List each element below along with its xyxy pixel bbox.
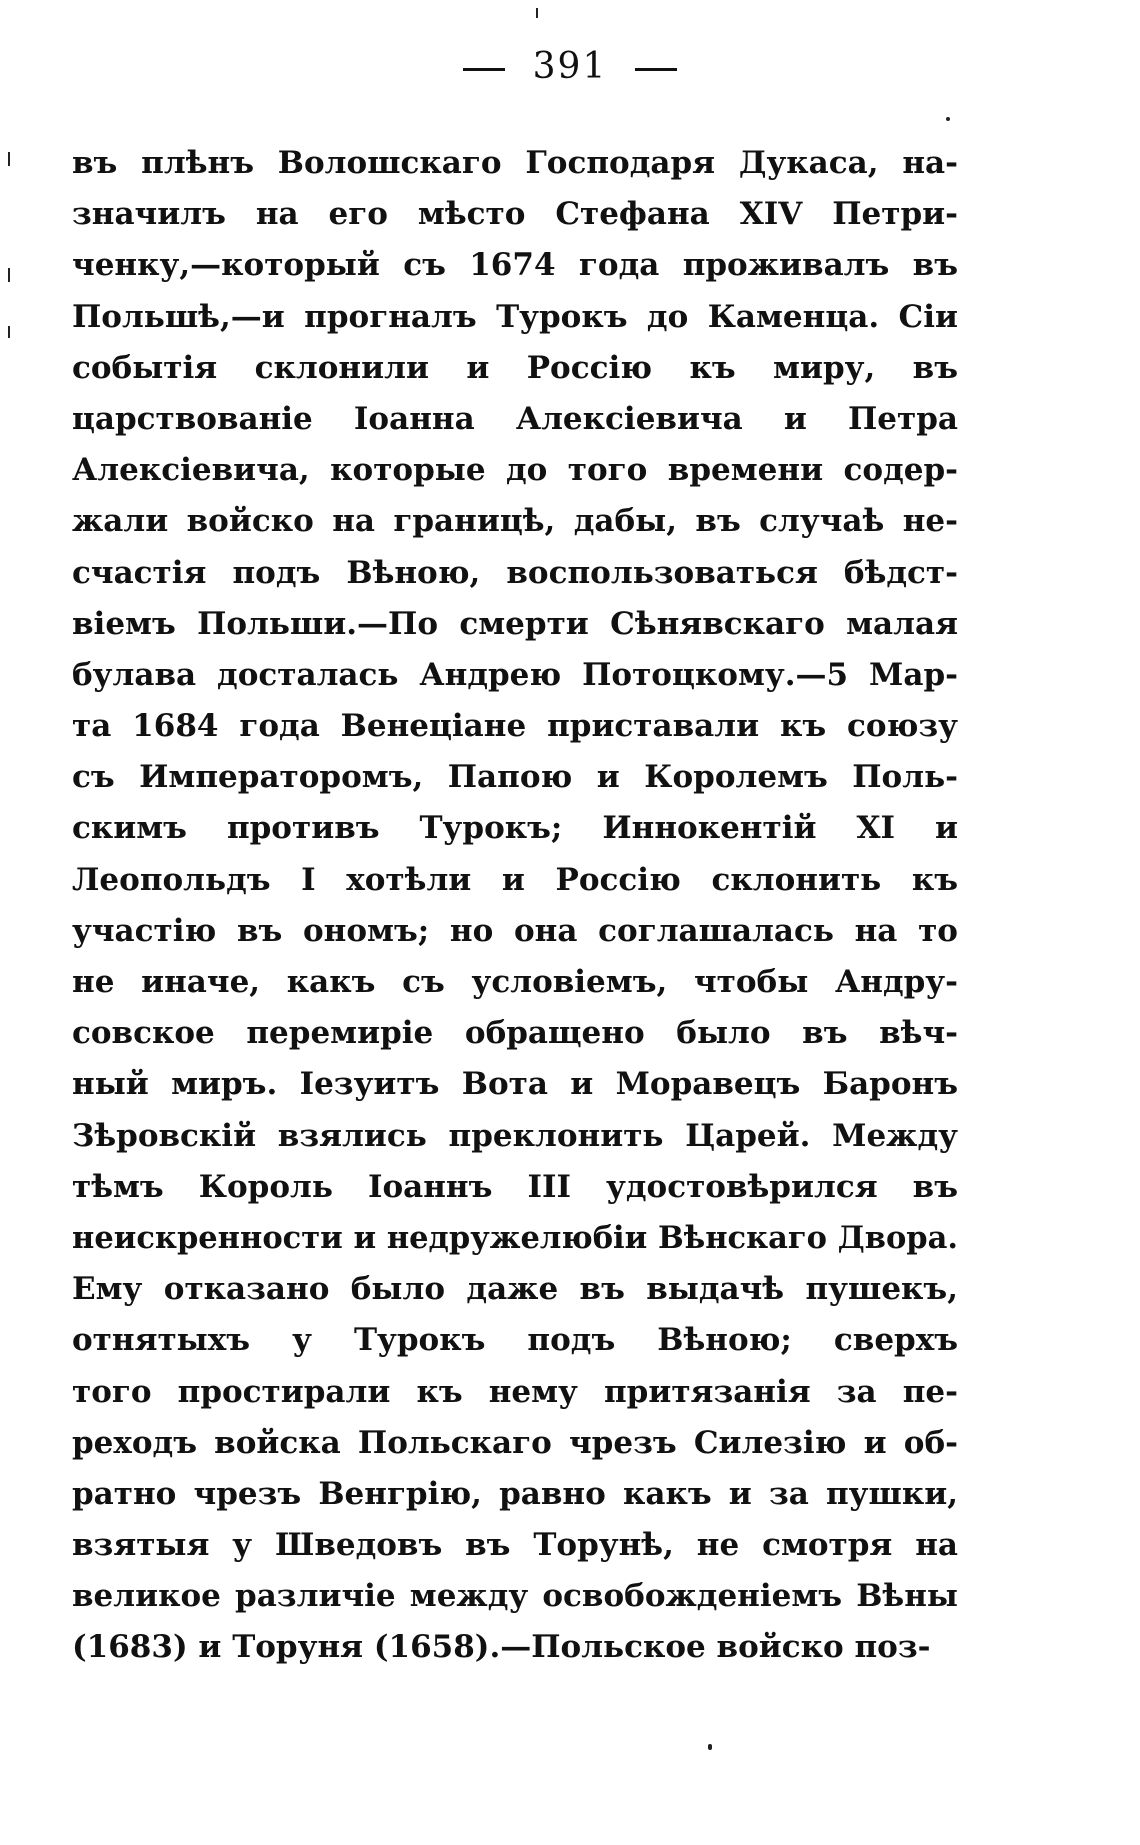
body-text [72,138,958,1674]
text-line: великое различіе между освобожденіемъ Вѣны [72,1578,958,1615]
page-number: 391 [532,46,608,87]
text-line: счастія подъ Вѣною, воспользоваться бѣдст- [72,554,958,591]
text-line: значилъ на его мѣсто Стефана XIV Петри- [72,196,958,233]
scan-speck [8,268,10,282]
text-line: Польшѣ,—и прогналъ Турокъ до Каменца. Сіи [72,298,958,335]
text-line: отнятыхъ у Турокъ подъ Вѣною; сверхъ [72,1322,958,1359]
text-line: скимъ противъ Турокъ; Иннокентій XI и [72,810,958,847]
text-line: ченку,—который съ 1674 года проживалъ въ [72,247,958,284]
text-line: реходъ войска Польскаго чрезъ Силезію и об- [72,1424,958,1461]
text-line: Ему отказано было даже въ выдачѣ пушекъ, [72,1271,958,1308]
text-line: булава досталась Андрею Потоцкому.—5 Мар- [72,656,958,693]
text-line: віемъ Польши.—По смерти Сѣнявскаго малая [72,605,958,642]
text-line: Леопольдъ I хотѣли и Россію склонить къ [72,861,958,898]
text-line: та 1684 года Венеціане приставали къ союзу [72,708,958,745]
text-line: совское перемиріе обращено было въ вѣч- [72,1015,958,1052]
header-dash-right [635,68,677,71]
text-line: не иначе, какъ съ условіемъ, чтобы Андру- [72,964,958,1000]
text-line: участію въ ономъ; но она соглашалась на то [72,912,958,949]
text-line: (1683) и Торуня (1658).—Польское войско поз- [72,1629,931,1666]
text-line: неискренности и недружелюбіи Вѣнскаго Двора. [72,1219,958,1256]
page-header [0,46,1140,87]
text-line: съ Императоромъ, Папою и Королемъ Поль- [72,759,958,796]
text-line: того простирали къ нему притязанія за пе- [72,1373,958,1410]
text-line: тѣмъ Король Іоаннъ III удостовѣрился въ [72,1168,958,1205]
text-line: Алексіевича, которые до того времени содер- [72,452,958,489]
text-line: взятыя у Шведовъ въ Торунѣ, не смотря на [72,1527,958,1564]
scan-speck [708,1744,712,1750]
text-line: ный миръ. Іезуитъ Вота и Моравецъ Баронъ [72,1066,958,1103]
header-dash-left [463,68,505,71]
text-line: царствованіе Іоанна Алексіевича и Петра [72,400,958,437]
text-line: Зѣровскій взялись преклонить Царей. Между [72,1117,958,1154]
scan-speck [946,117,950,121]
text-line: жали войско на границѣ, дабы, въ случаѣ не- [72,503,958,540]
scan-speck [536,8,538,18]
scan-speck [8,326,10,338]
text-line: событія склонили и Россію къ миру, въ [72,349,958,386]
scan-speck [8,152,10,166]
text-line: ратно чрезъ Венгрію, равно какъ и за пушки, [72,1475,958,1512]
text-line: въ плѣнъ Волошскаго Господаря Дукаса, на- [72,145,958,181]
